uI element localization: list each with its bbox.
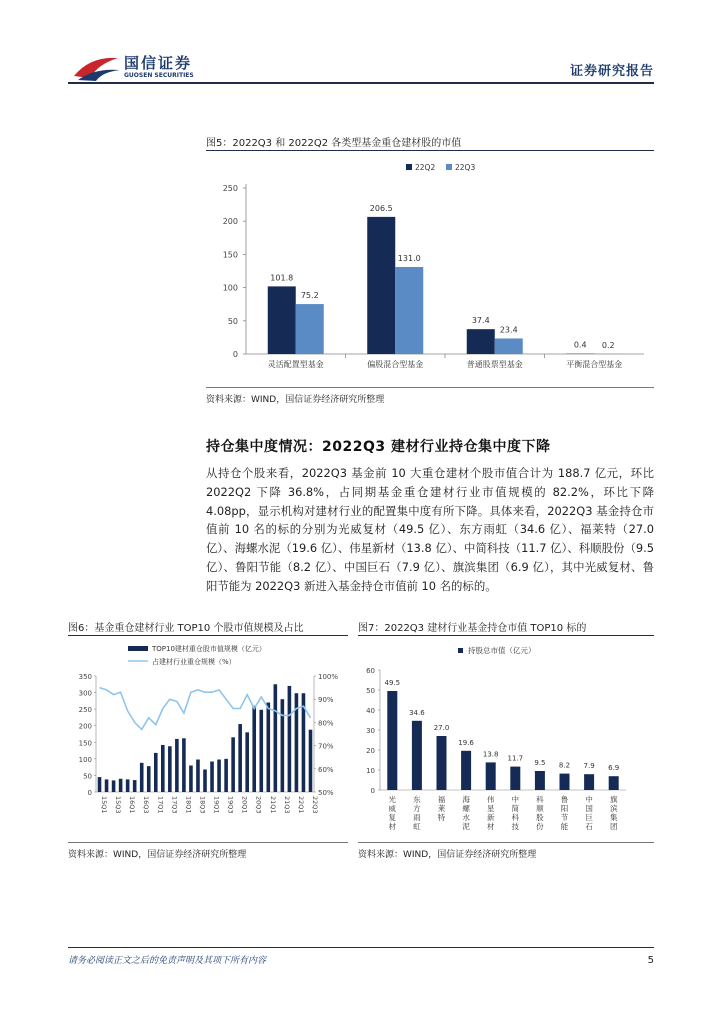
figure7-chart xyxy=(358,640,654,840)
body-paragraph: 从持仓个股来看，2022Q3 基金前 10 大重仓建材个股市值合计为 188.7 亿元，环比 2022Q2 下降 36.8%，占同期基金重仓建材行业市值规模的 82.2%，环比下降 4.08pp，显示机构对建材行业的配置集中度有所下降。具体来看，2022Q3 基金持仓市值前 10 名的标的分别为光威复材（49.5 亿）、东方雨虹（34.6 亿）、福莱特（27.0 亿）、海螺水泥（19.6 亿）、伟星新材（13.8 亿）、中简科技（11.7 亿）、科顺股份（9.5 亿）、鲁阳节能（8.2 亿）、中国巨石（7.9 亿）、旗滨集团（6.9 亿），其中光威复材、鲁阳节能为 2022Q3 新进入基金持仓市值前 10 名的标的。 xyxy=(206,466,654,593)
figure7-title-rule xyxy=(358,635,654,636)
x-tick-label: 平衡混合型基金 xyxy=(566,360,623,369)
bar-16Q1 xyxy=(126,779,130,792)
y-left-tick-label: 300 xyxy=(78,689,92,698)
y-right-tick-label: 70% xyxy=(318,742,334,751)
bar-22Q3-2 xyxy=(495,338,523,354)
data-label: 131.0 xyxy=(397,254,421,264)
bar-15Q4 xyxy=(119,779,123,792)
figure5-chart xyxy=(206,156,654,388)
x-tick-label: 海螺水泥 xyxy=(462,795,470,831)
y-left-tick-label: 350 xyxy=(78,673,92,681)
bar-17Q3 xyxy=(168,746,172,792)
bar-22Q2-0 xyxy=(268,286,296,354)
bar-22Q3-0 xyxy=(296,304,324,354)
bar-19Q4 xyxy=(231,737,235,792)
data-label: 49.5 xyxy=(384,679,401,687)
bar-22Q3-1 xyxy=(395,267,423,354)
bar-海螺水泥 xyxy=(461,751,471,790)
x-tick-label: 15Q1 xyxy=(100,796,109,814)
header-rule xyxy=(68,82,654,84)
x-tick-label: 21Q3 xyxy=(282,796,291,814)
bar-20Q2 xyxy=(245,732,249,792)
data-label: 75.2 xyxy=(300,291,319,301)
data-label: 37.4 xyxy=(471,316,490,326)
bar-东方雨虹 xyxy=(412,721,422,790)
section-heading: 持仓集中度情况：2022Q3 建材行业持仓集中度下降 xyxy=(206,439,551,455)
y-right-tick-label: 50% xyxy=(318,789,334,797)
x-tick-label: 15Q3 xyxy=(114,796,123,814)
bar-科顺股份 xyxy=(535,771,545,790)
bar-20Q4 xyxy=(259,710,263,792)
bar-18Q1 xyxy=(182,738,186,792)
x-tick-label: 18Q1 xyxy=(184,796,193,814)
y-right-tick-label: 90% xyxy=(318,696,334,705)
data-label: 206.5 xyxy=(369,203,393,213)
x-tick-label: 22Q3 xyxy=(310,796,319,814)
bar-15Q3 xyxy=(112,780,116,792)
footer-rule xyxy=(68,947,654,948)
x-tick-label: 中简科技 xyxy=(511,795,520,831)
x-tick-label: 东方雨虹 xyxy=(413,795,421,831)
y-tick-label: 10 xyxy=(366,767,375,775)
y-tick-label: 100 xyxy=(222,283,238,293)
bar-18Q3 xyxy=(196,760,200,792)
y-tick-label: 200 xyxy=(222,217,238,227)
x-tick-label: 中国巨石 xyxy=(585,795,593,831)
x-tick-label: 21Q1 xyxy=(268,796,277,814)
x-tick-label: 光威复材 xyxy=(388,795,397,831)
figure6-title: 图6：基金重仓建材行业 TOP10 个股市值规模及占比 xyxy=(68,623,304,634)
x-tick-label: 20Q3 xyxy=(254,796,263,814)
share-line xyxy=(100,688,311,730)
data-label: 9.5 xyxy=(534,759,546,767)
data-label: 7.9 xyxy=(583,762,595,771)
bar-16Q2 xyxy=(133,780,137,792)
legend-swatch-bars xyxy=(128,646,148,651)
bar-21Q4 xyxy=(288,686,292,792)
y-tick-label: 60 xyxy=(366,667,375,675)
legend-label-line: 占建材行业重仓规模（%） xyxy=(152,658,236,666)
legend-label: 22Q3 xyxy=(455,163,476,172)
legend-swatch xyxy=(458,648,463,653)
x-tick-label: 科顺股份 xyxy=(536,795,544,831)
x-tick-label: 旗滨集团 xyxy=(609,795,618,831)
bar-18Q2 xyxy=(189,765,193,792)
bar-鲁阳节能 xyxy=(560,774,570,790)
data-label: 27.0 xyxy=(433,724,450,732)
x-tick-label: 19Q3 xyxy=(226,796,235,814)
data-label: 101.8 xyxy=(270,273,294,283)
bar-22Q3 xyxy=(309,730,313,792)
y-tick-label: 40 xyxy=(366,707,375,715)
figure6-bottom-rule xyxy=(68,842,348,843)
bar-17Q4 xyxy=(175,739,179,792)
bar-15Q1 xyxy=(98,777,102,792)
y-left-tick-label: 50 xyxy=(83,772,92,781)
bar-16Q4 xyxy=(147,766,151,792)
y-left-tick-label: 0 xyxy=(87,789,92,797)
x-tick-label: 16Q3 xyxy=(142,796,151,814)
data-label: 0.2 xyxy=(601,340,615,350)
data-label: 0.4 xyxy=(573,340,587,350)
y-right-tick-label: 100% xyxy=(318,673,339,681)
x-tick-label: 16Q1 xyxy=(128,796,137,814)
y-right-tick-label: 80% xyxy=(318,719,334,728)
bar-中简科技 xyxy=(510,767,520,790)
y-tick-label: 0 xyxy=(370,787,375,795)
footer-disclaimer: 请务必阅读正文之后的免责声明及其项下所有内容 xyxy=(68,956,267,966)
data-label: 8.2 xyxy=(558,761,571,770)
x-tick-label: 17Q1 xyxy=(156,796,165,814)
data-label: 19.6 xyxy=(458,738,474,747)
figure7-source: 资料来源：WIND，国信证券经济研究所整理 xyxy=(358,850,537,860)
legend-swatch-22Q2 xyxy=(406,164,412,170)
data-label: 11.7 xyxy=(507,754,524,763)
y-tick-label: 30 xyxy=(366,727,375,735)
bar-17Q1 xyxy=(154,753,158,792)
bar-22Q2-1 xyxy=(367,217,395,354)
bar-福莱特 xyxy=(437,736,447,790)
bar-19Q1 xyxy=(210,762,214,792)
bar-20Q3 xyxy=(252,706,256,792)
y-left-tick-label: 200 xyxy=(78,722,92,731)
bar-中国巨石 xyxy=(584,774,594,790)
brand-name-cn: 国信证券 xyxy=(124,54,193,72)
x-tick-label: 17Q3 xyxy=(170,796,179,814)
bar-18Q4 xyxy=(203,769,207,792)
y-right-tick-label: 60% xyxy=(318,765,334,774)
bar-22Q2-2 xyxy=(467,329,495,354)
y-left-tick-label: 100 xyxy=(78,755,92,764)
y-tick-label: 150 xyxy=(222,250,238,260)
y-left-tick-label: 250 xyxy=(78,706,92,715)
legend-label: 22Q2 xyxy=(415,163,436,172)
bar-15Q2 xyxy=(105,779,109,792)
figure5-bottom-rule xyxy=(206,387,654,388)
bar-21Q1 xyxy=(266,703,270,792)
x-tick-label: 18Q3 xyxy=(198,796,207,814)
figure6-chart xyxy=(68,640,348,840)
bar-21Q3 xyxy=(281,699,285,792)
bar-16Q3 xyxy=(140,763,144,792)
bar-光威复材 xyxy=(387,691,397,790)
x-tick-label: 偏股混合型基金 xyxy=(367,360,424,369)
page-number: 5 xyxy=(647,955,654,966)
figure5-title-rule xyxy=(206,150,654,151)
y-tick-label: 20 xyxy=(366,747,375,755)
y-tick-label: 50 xyxy=(227,316,238,326)
bar-19Q3 xyxy=(224,759,228,792)
x-tick-label: 福莱特 xyxy=(437,795,446,822)
bar-旗滨集团 xyxy=(609,776,619,790)
report-type-label: 证券研究报告 xyxy=(569,64,654,79)
bar-19Q2 xyxy=(217,760,221,792)
brand-name-en: GUOSEN SECURITIES xyxy=(124,72,194,79)
figure6-title-rule xyxy=(68,635,348,636)
legend-label: 持股总市值（亿元） xyxy=(468,646,536,655)
x-tick-label: 20Q1 xyxy=(240,796,249,814)
data-label: 23.4 xyxy=(499,325,518,335)
bar-伟星新材 xyxy=(486,762,496,790)
figure6-source: 资料来源：WIND，国信证券经济研究所整理 xyxy=(68,850,247,860)
bar-21Q2 xyxy=(274,684,278,792)
x-tick-label: 19Q1 xyxy=(212,796,221,814)
x-tick-label: 22Q1 xyxy=(296,796,305,814)
bar-20Q1 xyxy=(238,724,242,792)
data-label: 6.9 xyxy=(608,764,620,773)
data-label: 34.6 xyxy=(409,708,425,717)
figure7-bottom-rule xyxy=(358,842,654,843)
x-tick-label: 灵活配置型基金 xyxy=(267,360,324,369)
y-left-tick-label: 150 xyxy=(78,739,92,748)
figure5-title: 图5：2022Q3 和 2022Q2 各类型基金重仓建材股的市值 xyxy=(206,138,462,149)
legend-label-bars: TOP10建材重仓股市值规模（亿元） xyxy=(152,645,266,653)
x-tick-label: 普通股票型基金 xyxy=(466,360,523,369)
bar-17Q2 xyxy=(161,745,165,792)
figure5-source: 资料来源：WIND，国信证券经济研究所整理 xyxy=(206,395,385,405)
legend-swatch-22Q3 xyxy=(446,164,452,170)
x-tick-label: 鲁阳节能 xyxy=(560,795,569,831)
y-tick-label: 50 xyxy=(366,687,375,695)
x-tick-label: 伟星新材 xyxy=(486,795,495,831)
figure7-title: 图7：2022Q3 建材行业基金持仓市值 TOP10 标的 xyxy=(358,623,587,634)
y-tick-label: 250 xyxy=(222,184,238,193)
guosen-logo-icon xyxy=(72,52,122,82)
y-tick-label: 0 xyxy=(232,350,238,359)
data-label: 13.8 xyxy=(482,750,499,759)
